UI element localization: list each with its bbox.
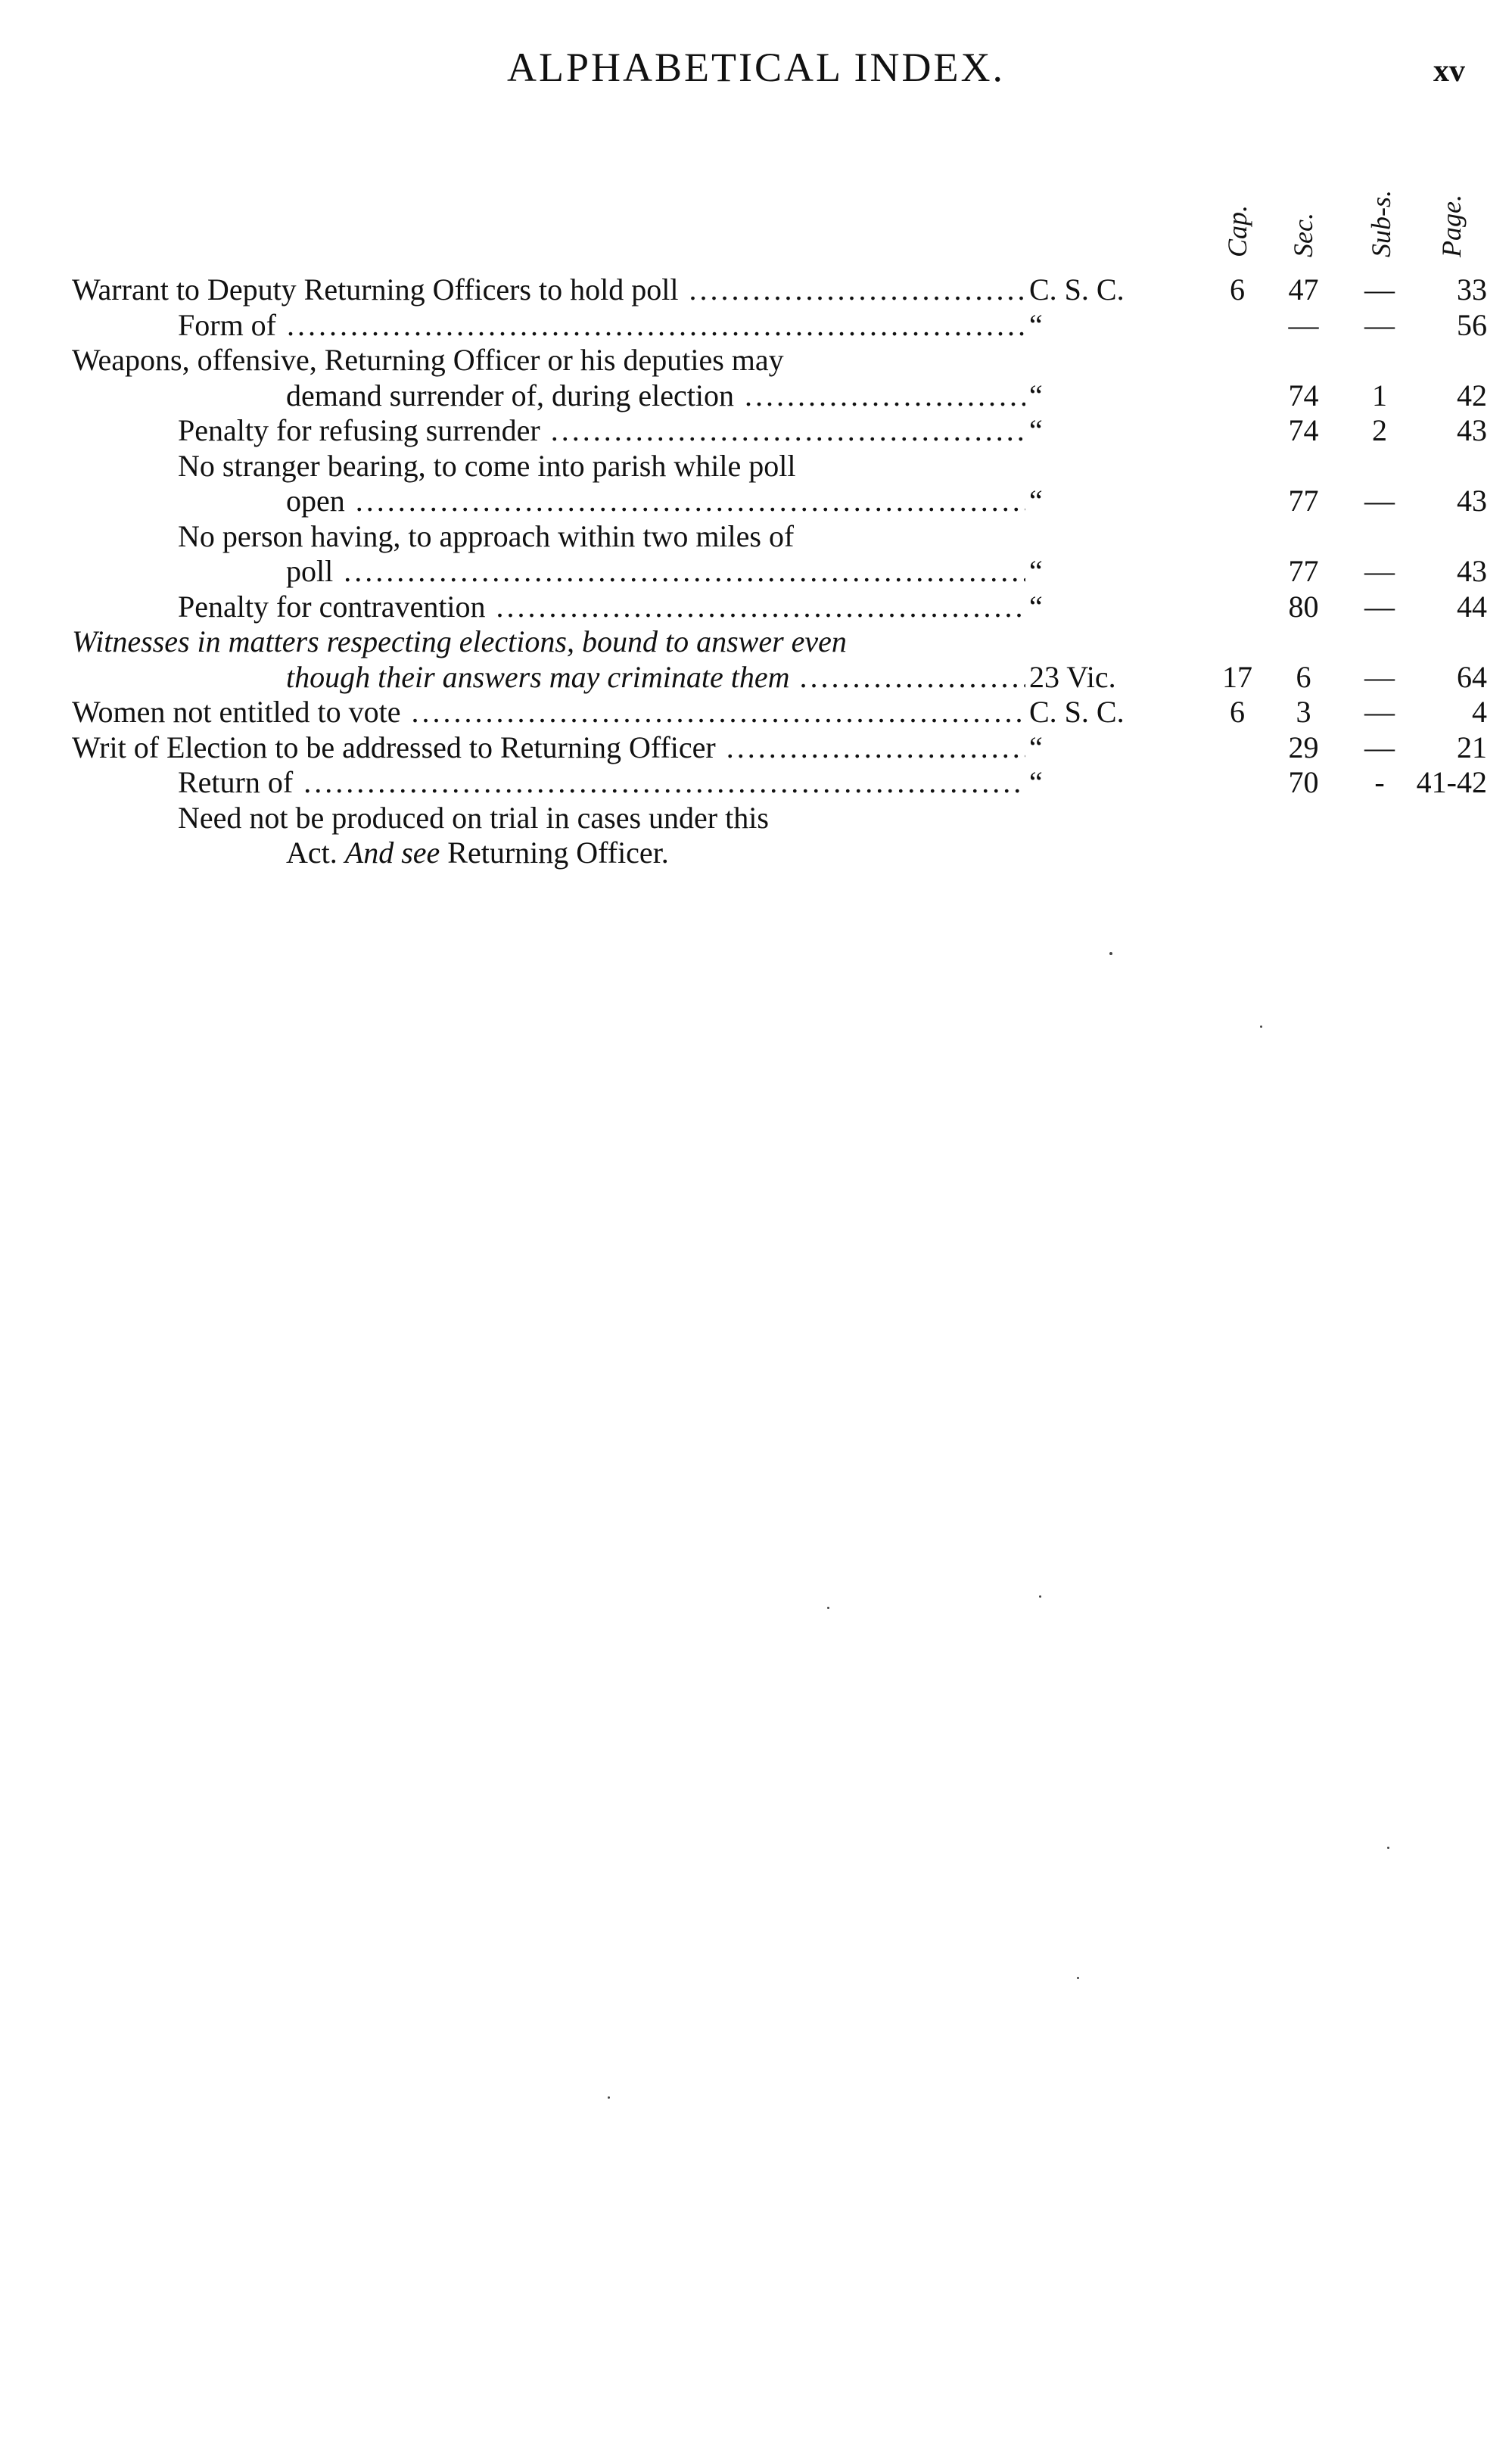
index-entry [0, 343, 1512, 378]
entry-cap: 6 [1230, 272, 1245, 307]
entry-subs: — [1364, 272, 1395, 307]
entry-page: 21 [1457, 730, 1487, 764]
entry-text: though their answers may criminate them ..... [286, 660, 1025, 696]
entry-page: 64 [1457, 659, 1487, 694]
entry-page: 56 [1457, 307, 1487, 342]
scan-speck [1077, 1977, 1079, 1979]
entry-sec: 70 [1288, 765, 1319, 799]
entry-act: C. S. C. [1029, 695, 1125, 729]
index-entry [0, 519, 1512, 555]
entry-page: 42 [1457, 378, 1487, 412]
entry-cap: 6 [1230, 695, 1245, 729]
index-entry [0, 765, 1512, 801]
entry-sec: — [1288, 307, 1319, 342]
entry-subs: — [1364, 695, 1395, 729]
entry-page: 43 [1457, 554, 1487, 588]
column-heading-sec: Sec. [1288, 213, 1318, 257]
scan-speck [1039, 1595, 1041, 1598]
entry-page: 41-42 [1416, 765, 1487, 799]
entry-text: Need not be produced on trial in cases under this [178, 800, 769, 835]
entry-subs: 1 [1372, 378, 1387, 412]
entry-sec: 6 [1296, 659, 1311, 694]
entry-text: Warrant to Deputy Returning Officers to hold poll ..... [72, 272, 1025, 308]
entry-sec: 77 [1288, 484, 1319, 518]
entry-page: 43 [1457, 413, 1487, 447]
index-entry [0, 801, 1512, 836]
entry-text: Return of ..... [178, 765, 1025, 801]
entry-act: “ [1029, 589, 1043, 624]
entry-subs: — [1364, 589, 1395, 624]
entry-text: Weapons, offensive, Returning Officer or his deputies may [72, 343, 784, 377]
index-entry [0, 660, 1512, 696]
index-entry [0, 695, 1512, 730]
entry-act: “ [1029, 307, 1043, 342]
entry-act: “ [1029, 378, 1043, 412]
entry-cap: 17 [1222, 659, 1252, 694]
entry-page: 43 [1457, 484, 1487, 518]
entry-text: Form of ..... [178, 308, 1025, 344]
scan-speck [827, 1607, 829, 1609]
entry-act: 23 Vic. [1029, 659, 1116, 694]
index-entries [0, 272, 1512, 871]
scan-speck [1260, 1026, 1262, 1028]
entry-page: 44 [1457, 589, 1487, 624]
column-headings [0, 136, 1512, 257]
scan-speck [1109, 952, 1112, 955]
entry-text: No person having, to approach within two miles of [178, 518, 795, 553]
entry-sec: 74 [1288, 413, 1319, 447]
entry-text: Penalty for contravention ..... [178, 590, 1025, 625]
entry-sec: 47 [1288, 272, 1319, 307]
index-entry [0, 308, 1512, 344]
index-entry [0, 272, 1512, 308]
entry-text: demand surrender of, during election ..... [286, 378, 1025, 414]
index-entry [0, 554, 1512, 590]
entry-text: No stranger bearing, to come into parish while poll [178, 448, 796, 483]
entry-text: Witnesses in matters respecting elections, bound to answer even [72, 624, 847, 658]
index-entry [0, 590, 1512, 625]
entry-text: open ..... [286, 484, 1025, 519]
entry-act: C. S. C. [1029, 272, 1125, 307]
entry-page: 4 [1472, 695, 1487, 729]
entry-subs: - [1374, 765, 1385, 799]
entry-sec: 29 [1288, 730, 1319, 764]
entry-text: Act. And see Returning Officer. [286, 836, 669, 870]
index-entry [0, 378, 1512, 414]
entry-act: “ [1029, 554, 1043, 588]
entry-subs: — [1364, 484, 1395, 518]
index-entry [0, 836, 1512, 871]
entry-text: Writ of Election to be addressed to Returning Officer ..... [72, 730, 1025, 766]
entry-act: “ [1029, 730, 1043, 764]
entry-act: “ [1029, 413, 1043, 447]
entry-act: “ [1029, 765, 1043, 799]
entry-sec: 74 [1288, 378, 1319, 412]
index-entry [0, 624, 1512, 660]
entry-sec: 3 [1296, 695, 1311, 729]
entry-text: Penalty for refusing surrender ..... [178, 413, 1025, 449]
scan-speck [608, 2096, 610, 2099]
scan-speck [1387, 1847, 1389, 1849]
entry-subs: — [1364, 307, 1395, 342]
entry-page: 33 [1457, 272, 1487, 307]
column-heading-subs: Sub-s. [1366, 190, 1396, 257]
index-entry [0, 484, 1512, 519]
page-numeral: xv [1433, 54, 1465, 89]
entry-subs: — [1364, 554, 1395, 588]
entry-subs: — [1364, 730, 1395, 764]
index-entry [0, 449, 1512, 484]
index-entry [0, 730, 1512, 766]
entry-act: “ [1029, 484, 1043, 518]
entry-sec: 77 [1288, 554, 1319, 588]
entry-text: poll ..... [286, 554, 1025, 590]
index-entry [0, 413, 1512, 449]
page-title: ALPHABETICAL INDEX. [507, 45, 1005, 90]
column-heading-cap: Cap. [1222, 204, 1252, 257]
entry-subs: 2 [1372, 413, 1387, 447]
column-heading-page: Page. [1436, 195, 1467, 257]
entry-subs: — [1364, 659, 1395, 694]
entry-text: Women not entitled to vote ..... [72, 695, 1025, 730]
entry-sec: 80 [1288, 589, 1319, 624]
